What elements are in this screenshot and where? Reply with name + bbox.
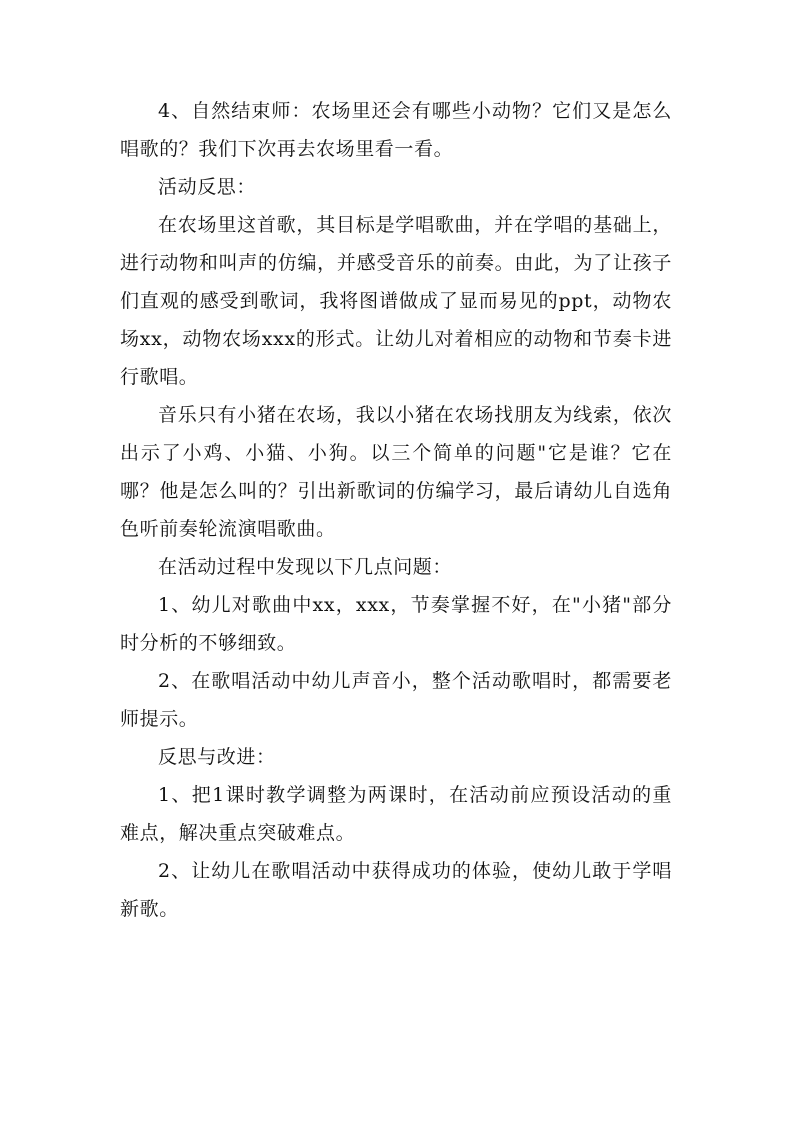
paragraph-reflection-process: 音乐只有小猪在农场，我以小猪在农场找朋友为线索，依次出示了小鸡、小猫、小狗。以三个简单的问题"它是谁？它在哪？他是怎么叫的？引出新歌词的仿编学习，最后请幼儿自选角色听前奏轮流演唱歌曲。: [120, 404, 672, 540]
paragraph-problem-2: 2、在歌唱活动中幼儿声音小，整个活动歌唱时，都需要老师提示。: [120, 670, 672, 730]
heading-improvement: 反思与改进：: [158, 746, 276, 768]
paragraph-step-4: 4、自然结束师：农场里还会有哪些小动物？它们又是怎么唱歌的？我们下次再去农场里看一看。: [120, 100, 672, 160]
heading-reflection: 活动反思：: [158, 176, 257, 198]
paragraph-improvement-1: 1、把1课时教学调整为两课时，在活动前应预设活动的重难点，解决重点突破难点。: [120, 784, 672, 844]
paragraph-problem-1: 1、幼儿对歌曲中xx，xxx，节奏掌握不好，在"小猪"部分时分析的不够细致。: [120, 594, 672, 654]
heading-problems: 在活动过程中发现以下几点问题：: [158, 556, 453, 578]
paragraph-improvement-2: 2、让幼儿在歌唱活动中获得成功的体验，使幼儿敢于学唱新歌。: [120, 860, 672, 920]
document-body: [120, 92, 672, 928]
paragraph-reflection-goal: 在农场里这首歌，其目标是学唱歌曲，并在学唱的基础上，进行动物和叫声的仿编，并感受音乐的前奏。由此，为了让孩子们直观的感受到歌词，我将图谱做成了显而易见的ppt，动物农场xx，动物农场xxx的形式。让幼儿对着相应的动物和节奏卡进行歌唱。: [120, 214, 672, 388]
